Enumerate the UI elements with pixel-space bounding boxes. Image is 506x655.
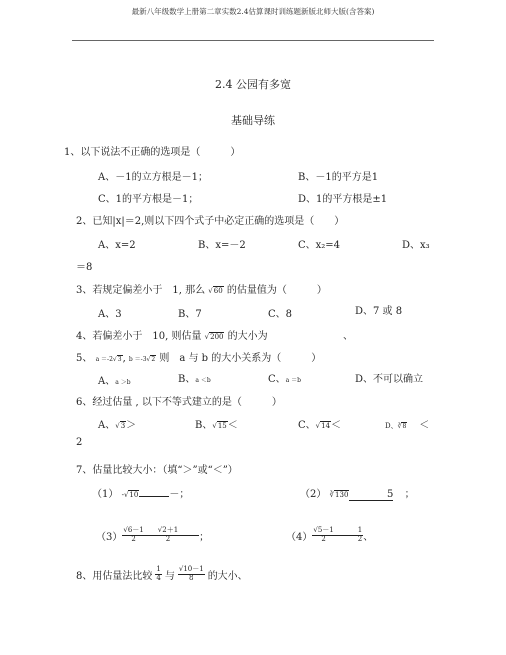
q2-option-a: A、x=2 (98, 240, 136, 251)
sqrt-expression: √200 (204, 333, 224, 341)
option-expr: a ＝b (285, 377, 301, 384)
answer-blank[interactable] (335, 535, 357, 536)
q2-stem: 2、已知|x|＝2,则以下四个式子中必定正确的选项是（ ） (76, 216, 345, 227)
relation: ＜ (331, 420, 342, 431)
radicand: 15 (217, 422, 227, 430)
q3-option-b: B、7 (178, 309, 202, 320)
option-label: C、 (298, 420, 316, 431)
numerator-text: 2＋1 (162, 526, 179, 534)
sqrt-expression: -√10 (121, 491, 139, 499)
relation: ＜ (227, 420, 238, 431)
q1-option-a: A、－1的立方根是－1； (98, 172, 208, 183)
radicand: 14 (321, 422, 331, 430)
q7-part-1 (92, 485, 189, 500)
q2-option-c: C、x₂=4 (298, 240, 341, 251)
q5-b-expression: b ＝-3√2 (128, 356, 156, 363)
q5-stem-pre: 5、 (76, 353, 93, 364)
q1-option-d: D、1的平方根是±1 (298, 194, 388, 205)
q8-stem-mid: 与 (164, 570, 175, 582)
numerator: 1 (156, 565, 161, 573)
q5-a-expression: a ＝-2√3 (95, 356, 122, 363)
section-subtitle: 基础导练 (231, 114, 275, 127)
q4-stem-pre: 4、若偏差小于 10, 则估量 (76, 331, 202, 342)
q3-option-a: A、3 (98, 309, 122, 320)
numerator-text: 10－1 (183, 565, 204, 573)
cbrt-expression: ∛130 (329, 491, 349, 499)
part-label: （3） (96, 531, 123, 543)
part-label: （2） (300, 489, 327, 500)
numerator: √2＋1 (157, 526, 179, 534)
q7-part-3 (96, 527, 209, 543)
q5-option-c (268, 370, 301, 385)
part-label: （4） (286, 531, 313, 543)
denominator: 2 (131, 534, 136, 543)
answer-blank[interactable] (179, 535, 199, 536)
fraction (155, 566, 161, 582)
part-right: 5 (387, 489, 394, 500)
radicand: 2 (151, 356, 156, 363)
q3-stem-post: 的估量值为（ ） (226, 285, 327, 296)
q6-option-c (298, 416, 341, 431)
q6-option-b (195, 416, 238, 431)
q6-continuation: 2 (76, 437, 83, 448)
q1-option-b: B、－1的平方是1 (298, 172, 379, 183)
q1-option-c: C、1的平方根是－1； (98, 194, 199, 205)
part-end: ； (199, 531, 210, 543)
sqrt-expression: √15 (212, 422, 227, 430)
denominator: 2 (165, 534, 171, 543)
option-label: A、 (98, 376, 116, 387)
section-title: 2.4 公园有多宽 (215, 78, 291, 91)
radicand: 200 (210, 333, 224, 341)
sqrt-expression: √14 (315, 422, 331, 430)
answer-blank[interactable] (139, 496, 169, 497)
q7-part-4 (286, 527, 373, 543)
sqrt-expression: ∛8 (397, 423, 407, 430)
fraction (312, 527, 334, 543)
q5-option-d: D、不可以确立 (355, 374, 424, 385)
q4-tail: 、 (343, 331, 353, 342)
q3-option-c: C、8 (268, 309, 293, 320)
sqrt-expression: √3 (115, 422, 126, 430)
q6-option-a (98, 416, 136, 431)
option-label: A、 (98, 420, 116, 431)
radicand: 60 (213, 287, 223, 295)
answer-blank[interactable] (349, 489, 393, 501)
part-right: －； (169, 489, 190, 500)
radicand: 3 (120, 422, 126, 430)
fraction (157, 527, 179, 543)
numerator: √5－1 (313, 526, 334, 534)
radicand: 130 (335, 491, 349, 499)
option-label: C、 (268, 374, 286, 385)
fraction (122, 527, 144, 543)
q2-continuation: ＝8 (76, 262, 93, 273)
denominator: 8 (189, 573, 194, 582)
q2-option-d: D、x₃ (402, 240, 430, 251)
radicand: 3 (117, 356, 122, 363)
q3-option-d: D、7 或 8 (355, 306, 403, 317)
fraction (178, 566, 205, 582)
q5-stem-post: 则 a 与 b 的大小关系为（ ） (159, 353, 322, 364)
numerator: √6－1 (123, 526, 144, 534)
q3-stem (76, 281, 327, 296)
option-expr: a ＜b (195, 377, 211, 384)
header-rule (72, 40, 434, 41)
part-label: （1） (92, 489, 119, 500)
numerator-text: 5－1 (317, 526, 334, 534)
option-label: B、 (195, 420, 213, 431)
expr-text: a ＝-2 (95, 356, 113, 363)
relation: ＞ (126, 420, 137, 431)
q8-stem-post: 的大小、 (207, 570, 248, 582)
numerator: 1 (357, 526, 363, 534)
expr-text: b ＝-3 (128, 356, 147, 363)
denominator: 2 (357, 534, 363, 543)
q7-part-2 (300, 485, 415, 501)
q4-stem (76, 327, 268, 342)
relation: ＜ (419, 420, 430, 431)
sign: - (121, 491, 124, 499)
denominator: 2 (321, 534, 326, 543)
numerator-text: 6－1 (127, 526, 144, 534)
q2-option-b: B、x=－2 (198, 240, 246, 251)
document-header: 最新八年级数学上册第二章实数2.4估算课时训练题新版北师大版(含答案) (131, 7, 375, 16)
part-end: ； (404, 489, 415, 500)
q8-stem (76, 566, 248, 582)
q6-option-d (385, 416, 429, 431)
q8-stem-pre: 8、用估量法比较 (76, 570, 153, 582)
q4-stem-post: 的大小为 (227, 331, 268, 342)
option-label: D、 (385, 422, 398, 430)
denominator: 4 (156, 573, 161, 582)
sqrt-expression: √60 (208, 287, 223, 295)
option-label: B、 (178, 374, 196, 385)
numerator: √10－1 (178, 565, 204, 573)
radicand: 10 (129, 491, 139, 499)
option-expr: a ＞b (115, 379, 131, 386)
q5-option-b (178, 370, 211, 385)
q1-stem: 1、以下说法不正确的选项是（ ） (64, 147, 241, 158)
q3-stem-pre: 3、若规定偏差小于 1, 那么 (76, 285, 206, 296)
q6-stem: 6、经过估量 , 以下不等式建立的是（ ） (76, 397, 282, 408)
answer-blank[interactable] (145, 535, 157, 536)
q7-stem: 7、估量比较大小：（填“＞”或“＜”） (76, 465, 238, 476)
part-end: 、 (363, 531, 374, 543)
q5-option-a (98, 372, 131, 387)
radicand: 8 (402, 423, 407, 430)
q5-stem: 5、 a ＝-2√3, b ＝-3√2 则 a 与 b 的大小关系为（ ） (76, 353, 322, 364)
